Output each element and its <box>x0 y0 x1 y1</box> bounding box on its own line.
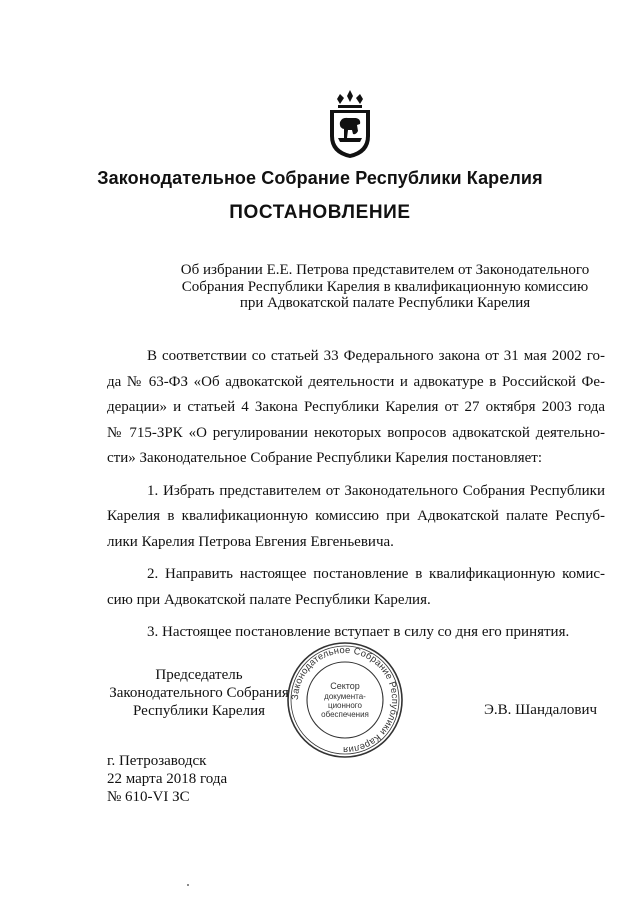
document-number: № 610-VI ЗС <box>107 789 190 805</box>
issue-place-date-number <box>107 752 227 806</box>
preamble-line: дерации» и статьей 4 Закона Республики Карелия от 27 октября 2003 года <box>107 399 605 415</box>
signatory-position <box>104 666 294 720</box>
subject-line: при Адвокатской палате Республики Карелия <box>239 295 531 311</box>
position-line: Законодательного Собрания <box>109 685 289 701</box>
stamp-ring-text: Законодательное Собрание Республики Карелия <box>288 643 402 757</box>
issue-city: г. Петрозаводск <box>107 753 207 769</box>
document-body <box>107 344 605 646</box>
stamp-center-line: Сектор <box>330 681 360 691</box>
document-type: ПОСТАНОВЛЕНИЕ <box>229 202 411 223</box>
preamble-line: да № 63-ФЗ «Об адвокатской деятельности и адвокатуре в Российской Фе- <box>107 373 605 390</box>
stamp-center-line: ционного <box>328 701 362 710</box>
item-3-line: 3. Настоящее постановление вступает в силу со дня его принятия. <box>147 624 570 640</box>
issue-date: 22 марта 2018 года <box>107 771 228 787</box>
karelia-coat-of-arms-icon <box>326 88 374 160</box>
document-subject <box>170 262 600 312</box>
item-1-line: Карелия в квалификационную комиссию при Адвокатской палате Респуб- <box>107 508 605 524</box>
subject-line: Собрания Республики Карелия в квалификационную комиссию <box>181 278 589 295</box>
item-2-line: 2. Направить настоящее постановление в квалификационную комис- <box>147 566 605 582</box>
stamp-center-line: документа- <box>324 692 366 701</box>
official-stamp <box>285 640 405 760</box>
position-line: Республики Карелия <box>132 703 266 719</box>
position-line: Председатель <box>155 667 243 683</box>
item-1-line: лики Карелия Петрова Евгения Евгеньевича. <box>107 533 394 550</box>
subject-line: Об избрании Е.Е. Петрова представителем от Законодательного <box>180 262 590 278</box>
preamble-line: сти» Законодательное Собрание Республики Карелия постановляет: <box>107 450 543 466</box>
scan-speck <box>187 884 189 886</box>
preamble-line: В соответствии со статьей 33 Федерального закона от 31 мая 2002 го- <box>147 348 605 364</box>
item-2-line: сию при Адвокатской палате Республики Карелия. <box>107 591 431 608</box>
signatory-name: Э.В. Шандалович <box>484 702 598 718</box>
item-1-line: 1. Избрать представителем от Законодательного Собрания Республики <box>147 482 605 499</box>
organization-title: Законодательное Собрание Республики Карелия <box>97 168 543 188</box>
preamble-line: № 715-ЗРК «О регулировании некоторых вопросов адвокатской деятельно- <box>107 424 605 441</box>
stamp-center-line: обеспечения <box>321 710 369 719</box>
